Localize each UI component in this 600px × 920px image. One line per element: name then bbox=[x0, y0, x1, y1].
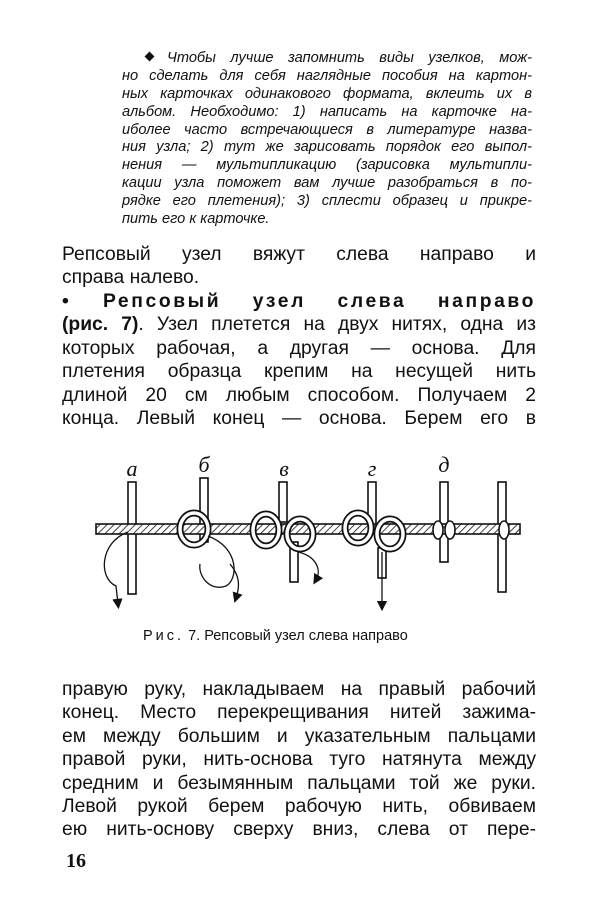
label-v: в bbox=[279, 456, 289, 481]
text-line: Репсовый узел вяжут слева направо и bbox=[62, 244, 536, 265]
text-line: Левой рукой берем рабочую нить, обвиваем bbox=[62, 795, 536, 817]
text-line: правой руки, нить-основа туго натянута между bbox=[62, 749, 536, 771]
note-line: нения — мультипликацию (зарисовка мультипли- bbox=[122, 157, 532, 174]
text-line: конец. Место перекрещивания нитей зажима- bbox=[62, 702, 536, 724]
note-line: рядке его плетения); 3) сплести образец и прикре- bbox=[122, 193, 532, 210]
note-line: пить его к карточке. bbox=[122, 211, 270, 228]
section-heading: • Репсовый узел слева направо bbox=[62, 291, 536, 312]
note-line: ных карточках одинакового формата, вклеить их в bbox=[122, 85, 532, 102]
label-g: г bbox=[367, 456, 377, 481]
page-number: 16 bbox=[66, 850, 86, 872]
text-line: (рис. 7). Узел плетется на двух нитях, одна из bbox=[62, 314, 536, 336]
label-b: б bbox=[198, 452, 210, 477]
note-line: альбом. Необходимо: 1) написать на карточке на- bbox=[122, 103, 532, 120]
text-line: конца. Левый конец — основа. Берем его в bbox=[62, 407, 536, 429]
diamond-bullet-icon bbox=[145, 52, 155, 62]
text-line: правую руку, накладываем на правый рабочий bbox=[62, 679, 536, 700]
note-line: Чтобы лучше запомнить виды узелков, мож- bbox=[122, 50, 532, 68]
figure-reference: (рис. 7) bbox=[62, 314, 139, 336]
note-line: ния узла; 2) тут же зарисовать порядок его выпол- bbox=[122, 139, 532, 156]
continuation-paragraph bbox=[62, 678, 536, 842]
label-d: д bbox=[438, 452, 450, 477]
working-thread-paths bbox=[104, 532, 382, 606]
section-paragraph bbox=[62, 290, 536, 430]
text-line: справа налево. bbox=[62, 267, 200, 289]
note-line: кации узла поможет вам лучше разобраться в по- bbox=[122, 175, 532, 192]
figure-caption: Рис. 7. Репсовый узел слева направо bbox=[143, 628, 408, 644]
intro-paragraph bbox=[62, 243, 536, 290]
knot-illustration bbox=[80, 452, 530, 622]
text-line: ем между большим и указательным пальцами bbox=[62, 725, 536, 747]
text-line: длиной 20 см любым способом. Получаем 2 bbox=[62, 384, 536, 406]
text-line: плетения образца крепим на несущей нить bbox=[62, 361, 536, 383]
note-line: но сделать для себя наглядные пособия на картон- bbox=[122, 67, 532, 84]
text-line: средним и безымянным пальцами той же руки. bbox=[62, 772, 536, 794]
tip-note bbox=[122, 50, 532, 229]
text-line: ею нить-основу сверху вниз, слева от пере- bbox=[62, 819, 536, 841]
label-a: а bbox=[126, 456, 138, 481]
section-heading-line bbox=[62, 290, 536, 313]
text-line: которых рабочая, а другая — основа. Для bbox=[62, 337, 536, 359]
note-line: иболее часто встречающиеся в литературе назва- bbox=[122, 121, 532, 138]
